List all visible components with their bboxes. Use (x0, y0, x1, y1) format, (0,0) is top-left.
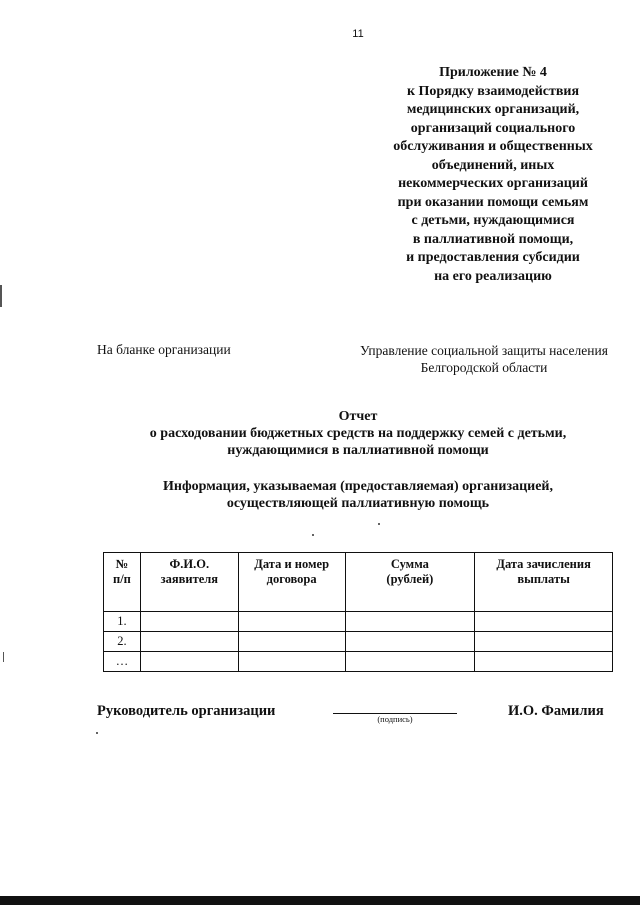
scan-edge-mark (0, 285, 2, 307)
addressee-line: Белгородской области (420, 360, 548, 375)
table-cell (140, 632, 238, 652)
table-cell (140, 652, 238, 672)
appendix-line: организаций социального (410, 120, 576, 136)
row-number-cell: … (104, 652, 141, 672)
page-number: 11 (352, 28, 364, 40)
scan-speck (378, 523, 380, 525)
addressee-block (350, 342, 618, 376)
table-cell (345, 612, 475, 632)
appendix-title: Приложение № 4 (439, 65, 547, 80)
column-header-contract: Дата и номер договора (238, 553, 345, 612)
report-heading: Отчет (338, 409, 378, 424)
table-row (104, 632, 613, 652)
letterhead-note: На бланке организации (97, 342, 231, 357)
report-subtitle-line: нуждающимися в паллиативной помощи (227, 443, 489, 458)
appendix-line: с детьми, нуждающимися (411, 213, 575, 228)
scan-edge-mark (3, 652, 4, 662)
table-cell (140, 612, 238, 632)
appendix-line: медицинских организаций, (406, 102, 580, 117)
report-table (103, 552, 613, 672)
table-cell (475, 632, 613, 652)
report-title (60, 408, 640, 459)
table-cell (238, 652, 345, 672)
row-number-cell: 1. (104, 612, 141, 632)
table-cell (475, 612, 613, 632)
table-cell (475, 652, 613, 672)
appendix-line: объединений, иных (431, 157, 555, 173)
scan-speck (312, 534, 314, 536)
scan-speck (96, 732, 98, 734)
table-header-row (104, 553, 613, 612)
appendix-block (368, 64, 618, 286)
appendix-line: к Порядку взаимодействия (406, 83, 580, 99)
appendix-line: в паллиативной помощи, (412, 231, 574, 247)
info-title-line: Информация, указываемая (предоставляемая) организацией, (163, 479, 553, 494)
appendix-line: на его реализацию (434, 268, 552, 284)
column-header-payment-date: Дата зачисления выплаты (475, 553, 613, 612)
table-cell (238, 612, 345, 632)
signature-caption: (подпись) (377, 714, 413, 724)
table-cell (345, 652, 475, 672)
report-subtitle-line: о расходовании бюджетных средств на поддержку семей с детьми, (149, 426, 567, 441)
column-header-number: № п/п (104, 553, 141, 612)
signature-role: Руководитель организации (97, 703, 276, 719)
info-title (60, 478, 640, 512)
signature-name: И.О. Фамилия (508, 703, 604, 719)
addressee-line: Управление социальной защиты населения (360, 343, 608, 358)
appendix-line: обслуживания и общественных (393, 139, 593, 154)
column-header-amount: Сумма (рублей) (345, 553, 475, 612)
row-number-cell: 2. (104, 632, 141, 652)
table-row (104, 652, 613, 672)
appendix-line: некоммерческих организаций (398, 176, 588, 191)
table-row (104, 612, 613, 632)
appendix-line: при оказании помощи семьям (397, 194, 589, 210)
table-cell (345, 632, 475, 652)
appendix-line: и предоставления субсидии (406, 250, 580, 265)
scan-bottom-edge (0, 896, 640, 905)
column-header-applicant: Ф.И.О. заявителя (140, 553, 238, 612)
table-cell (238, 632, 345, 652)
info-title-line: осуществляющей паллиативную помощь (226, 496, 490, 511)
